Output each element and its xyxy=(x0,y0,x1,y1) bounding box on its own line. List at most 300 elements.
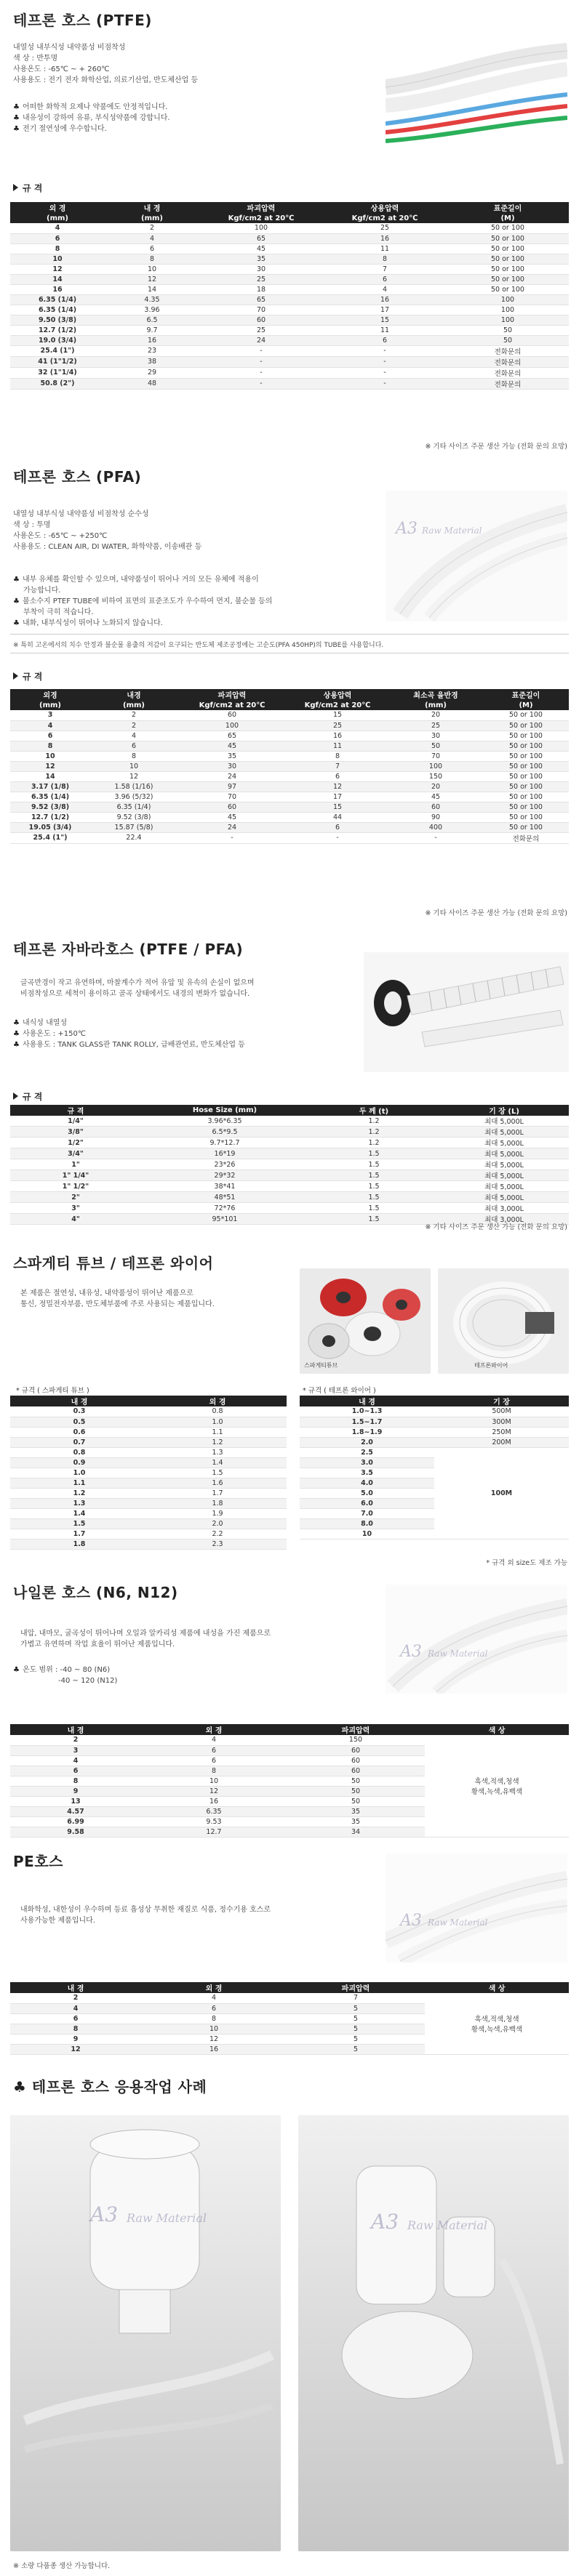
table-cell: 1.7 xyxy=(148,1488,287,1498)
table-cell: 50 or 100 xyxy=(483,730,569,741)
table-cell: 3" xyxy=(10,1203,141,1214)
table-cell: 4 xyxy=(90,730,177,741)
table-cell: 1.5 xyxy=(308,1148,439,1159)
table-row xyxy=(10,1181,569,1192)
table-cell: - xyxy=(177,832,287,843)
table-cell: 25 xyxy=(199,325,323,335)
bellows-hose-photo xyxy=(364,952,569,1072)
table-row xyxy=(10,1437,287,1447)
table-row xyxy=(10,1508,287,1518)
watermark-sub: Raw Material xyxy=(127,2211,207,2225)
table-cell: 3 xyxy=(10,1745,141,1755)
table-cell: 2 xyxy=(90,710,177,720)
ptfe-desc-line: 색 상 : 반투명 xyxy=(13,55,58,63)
table-cell: 18 xyxy=(199,284,323,294)
column-header: Hose Size (mm) xyxy=(141,1105,308,1116)
table-cell: 1.58 (1/16) xyxy=(90,781,177,792)
work-piece-illustration xyxy=(10,2115,281,2551)
column-header: Kgf/cm2 at 20℃ xyxy=(287,700,388,710)
pfa-desc-line: 사용온도 : -65℃ ~ +250℃ xyxy=(13,532,108,540)
table-cell: - xyxy=(388,832,483,843)
table-cell: 6.5 xyxy=(105,315,199,325)
bellows-description xyxy=(20,978,255,999)
wire-spec-table xyxy=(300,1396,569,1539)
table-cell: 60 xyxy=(287,1766,425,1776)
table-cell: 1.1 xyxy=(148,1427,287,1437)
table-row xyxy=(10,1447,287,1457)
table-cell: 14 xyxy=(10,274,105,284)
bellows-desc-line: 글곡반경이 작고 유연하며, 마찰계수가 적어 유압 및 유속의 손실이 없으며 xyxy=(20,979,255,987)
table-cell: 500M xyxy=(434,1406,569,1417)
table-cell: 1.4 xyxy=(148,1457,287,1468)
table-cell: 19.05 (3/4) xyxy=(10,822,90,832)
table-cell: 12 xyxy=(10,761,90,771)
table-cell: 90 xyxy=(388,812,483,822)
table-row xyxy=(10,1406,287,1417)
table-cell: 45 xyxy=(177,741,287,751)
hose-illustration xyxy=(386,1585,567,1694)
table-row xyxy=(10,1539,287,1549)
table-row xyxy=(10,1192,569,1203)
table-row xyxy=(10,1116,569,1127)
nylon-description xyxy=(20,1628,271,1650)
bullet-text: 내부 유체를 확인할 수 있으며, 내약품성이 뛰어나 거의 모든 유체에 적용이 xyxy=(22,576,259,584)
table-cell: 50 or 100 xyxy=(447,223,569,233)
table-row xyxy=(10,720,569,730)
ptfe-note: ※ 기타 사이즈 주문 생산 가능 (전화 문의 요망) xyxy=(425,443,567,451)
table-cell: 5 xyxy=(287,2013,425,2024)
table-cell: 최대 5,000L xyxy=(439,1159,569,1170)
table-cell: 최대 5,000L xyxy=(439,1181,569,1192)
work-title-text: 테프론 호스 응용작업 사례 xyxy=(31,2078,207,2096)
table-cell: 45 xyxy=(388,792,483,802)
tube-spec-table xyxy=(10,1396,287,1550)
table-cell: 4 xyxy=(10,2003,141,2013)
table-cell: 10 xyxy=(10,751,90,761)
table-row xyxy=(10,792,569,802)
table-body xyxy=(10,1406,287,1549)
table-cell: 13 xyxy=(10,1796,141,1806)
table-cell: 전화문의 xyxy=(447,378,569,389)
color-value: 흑색,적색,청색 xyxy=(474,2015,519,2024)
table-row xyxy=(10,223,569,233)
table-cell: 60 xyxy=(199,315,323,325)
table-cell: 100 xyxy=(447,305,569,315)
pfa-desc-line: 사용용도 : CLEAN AIR, DI WATER, 화학약품, 이송배관 등 xyxy=(13,543,202,551)
bullet-item xyxy=(13,1665,117,1675)
bullet-text: 어떠한 화학적 요제나 약품에도 안정적입니다. xyxy=(22,103,168,111)
table-head xyxy=(300,1396,569,1406)
table-cell: 6.35 (1/4) xyxy=(90,802,177,812)
table-cell: 30 xyxy=(177,761,287,771)
table-cell: 150 xyxy=(287,1735,425,1745)
table-cell: 8 xyxy=(10,741,90,751)
table-cell: 2 xyxy=(10,1993,141,2003)
hose-illustration xyxy=(386,491,567,621)
column-header: 내 경 xyxy=(10,1982,141,1993)
table-row xyxy=(10,1488,287,1498)
table-row xyxy=(10,1170,569,1181)
work-photo-1 xyxy=(10,2115,281,2551)
column-header: 기 장 (L) xyxy=(439,1105,569,1116)
bullet-item xyxy=(13,596,272,607)
table-body xyxy=(10,1735,569,1837)
table-cell: 9.50 (3/8) xyxy=(10,315,105,325)
table-cell: 6 xyxy=(90,741,177,751)
table-cell: 250M xyxy=(434,1427,569,1437)
table-cell: 5 xyxy=(287,2044,425,2054)
table-cell: 1.8 xyxy=(148,1498,287,1508)
column-header: (M) xyxy=(483,700,569,710)
table-cell: 2.0 xyxy=(148,1518,287,1529)
club-icon: ♣ xyxy=(13,114,20,122)
triangle-icon xyxy=(13,1092,18,1100)
table-row xyxy=(10,1478,287,1488)
table-cell: - xyxy=(287,832,388,843)
table-cell: 6.0 xyxy=(300,1498,434,1508)
column-header: 외 경 xyxy=(10,202,105,213)
table-cell: 4 xyxy=(105,233,199,243)
table-cell: 4" xyxy=(10,1214,141,1225)
table-cell: 60 xyxy=(287,1755,425,1766)
table-cell: 50 or 100 xyxy=(483,781,569,792)
table-row xyxy=(10,1735,569,1745)
table-cell: 1.7 xyxy=(10,1529,148,1539)
table-cell: 3.5 xyxy=(300,1468,434,1478)
table-cell: 2" xyxy=(10,1192,141,1203)
table-row xyxy=(10,233,569,243)
watermark-brand: A3 xyxy=(371,2210,399,2234)
table-cell: 6 xyxy=(287,822,388,832)
bullet-item xyxy=(13,585,272,596)
table-cell: 1" 1/4" xyxy=(10,1170,141,1181)
table-cell: 100 xyxy=(447,294,569,305)
table-cell: 1.4 xyxy=(10,1508,148,1518)
column-header: 외 경 xyxy=(148,1396,287,1406)
nylon-spec-table xyxy=(10,1724,569,1838)
pe-desc-line: 내화학성, 내한성이 우수하며 등료 흡성상 무취한 재질로 식품, 정수기용 호스로 xyxy=(20,1906,271,1914)
table-cell: 12 xyxy=(141,1786,287,1796)
table-cell: 1.9 xyxy=(148,1508,287,1518)
column-header: (mm) xyxy=(105,213,199,223)
table-cell: 2.3 xyxy=(148,1539,287,1549)
table-cell: 50 or 100 xyxy=(447,233,569,243)
color-value: 흑색,적색,청색 xyxy=(474,1777,519,1786)
watermark-sub: Raw Material xyxy=(428,1649,488,1659)
bullet-item xyxy=(13,1675,117,1686)
table-cell: 3.0 xyxy=(300,1457,434,1468)
table-cell: 15.87 (5/8) xyxy=(90,822,177,832)
table-cell: 9.52 (3/8) xyxy=(10,802,90,812)
table-row xyxy=(10,771,569,781)
table-cell: 9.53 xyxy=(141,1816,287,1827)
column-header: 상용압력 xyxy=(323,202,447,213)
club-icon: ♣ xyxy=(13,619,20,627)
table-cell: 1" 1/2" xyxy=(10,1181,141,1192)
table-cell: 50 or 100 xyxy=(447,243,569,254)
table-cell: 12 xyxy=(287,781,388,792)
table-body xyxy=(10,1116,569,1225)
table-cell: 70 xyxy=(199,305,323,315)
header-row xyxy=(10,700,569,710)
table-cell: 전화문의 xyxy=(447,356,569,367)
bullet-item xyxy=(13,574,272,585)
table-body xyxy=(300,1406,569,1539)
watermark-brand: A3 xyxy=(396,520,418,538)
watermark-brand: A3 xyxy=(400,1912,422,1930)
table-cell: 최대 5,000L xyxy=(439,1148,569,1159)
table-row xyxy=(10,1457,287,1468)
pfa-bullets xyxy=(13,574,272,629)
table-cell: 16 xyxy=(287,730,388,741)
bullet-text: 내식성 내열성 xyxy=(22,1019,68,1027)
table-cell: 1.0 xyxy=(148,1417,287,1427)
table-row xyxy=(10,367,569,378)
table-cell: - xyxy=(199,367,323,378)
table-row xyxy=(10,254,569,264)
table-cell: 최대 5,000L xyxy=(439,1192,569,1203)
bellows-spec-heading xyxy=(13,1090,42,1103)
table-cell: 1.1 xyxy=(10,1478,148,1488)
watermark-brand: A3 xyxy=(400,1643,422,1661)
work-title xyxy=(13,2075,207,2096)
table-cell: 1.5 xyxy=(308,1181,439,1192)
table-cell: - xyxy=(199,356,323,367)
table-cell: 22.4 xyxy=(90,832,177,843)
table-head xyxy=(10,1105,569,1116)
table-row xyxy=(300,1427,569,1437)
table-cell: 6 xyxy=(141,2003,287,2013)
table-cell: 50 or 100 xyxy=(483,792,569,802)
table-cell: 최대 5,000L xyxy=(439,1170,569,1181)
column-header: (mm) xyxy=(10,700,90,710)
pe-desc-line: 사용가능한 제품입니다. xyxy=(20,1917,95,1925)
club-icon: ♣ xyxy=(13,1041,20,1049)
column-header: 파괴압력 xyxy=(287,1982,425,1993)
table-body xyxy=(10,1993,569,2054)
table-cell: 12 xyxy=(105,274,199,284)
table-cell: 10 xyxy=(10,254,105,264)
table-cell: 12.7 (1/2) xyxy=(10,325,105,335)
column-header: 최소곡 을반경 xyxy=(388,689,483,700)
bellows-title: 테프론 자바라호스 (PTFE / PFA) xyxy=(13,941,244,958)
table-cell: 72*76 xyxy=(141,1203,308,1214)
table-cell: 4 xyxy=(141,1993,287,2003)
table-cell: 50 or 100 xyxy=(483,761,569,771)
table-head xyxy=(10,1982,569,1993)
column-header: Kgf/cm2 at 20℃ xyxy=(177,700,287,710)
column-header: 외경 xyxy=(10,689,90,700)
table-cell: 16*19 xyxy=(141,1148,308,1159)
pfa-title: 테프론 호스 (PFA) xyxy=(13,468,142,486)
table-cell: 16 xyxy=(323,294,447,305)
bullet-item xyxy=(13,1029,245,1039)
table-cell: 5 xyxy=(287,2024,425,2034)
table-row xyxy=(10,325,569,335)
table-cell: 4.35 xyxy=(105,294,199,305)
table-cell: 1.5 xyxy=(148,1468,287,1478)
pfa-spec-table xyxy=(10,689,569,844)
coil-illustration xyxy=(438,1268,569,1374)
spaghetti-tube-photo xyxy=(300,1268,431,1374)
table-cell: 8 xyxy=(105,254,199,264)
table-cell: 10 xyxy=(141,1776,287,1786)
table-cell: 25 xyxy=(199,274,323,284)
column-header: 색 상 xyxy=(425,1982,569,1993)
table-cell: 15 xyxy=(323,315,447,325)
table-cell: 17 xyxy=(287,792,388,802)
table-cell: 6 xyxy=(105,243,199,254)
table-cell: 1/4" xyxy=(10,1116,141,1127)
pe-hose-photo xyxy=(386,1853,567,1963)
table-cell: 1.2 xyxy=(148,1437,287,1447)
color-cell xyxy=(425,1993,569,2054)
column-header: 내경 xyxy=(90,689,177,700)
table-cell: 25.4 (1") xyxy=(10,832,90,843)
table-cell: 2.2 xyxy=(148,1529,287,1539)
nylon-title: 나일론 호스 (N6, N12) xyxy=(13,1584,178,1601)
table-cell: 38 xyxy=(105,356,199,367)
table-row xyxy=(300,1417,569,1427)
table-row xyxy=(10,243,569,254)
table-cell: 48*51 xyxy=(141,1192,308,1203)
table-cell: 6 xyxy=(10,730,90,741)
table-cell: 0.9 xyxy=(10,1457,148,1468)
table-cell: 150 xyxy=(388,771,483,781)
table-cell: 50 xyxy=(388,741,483,751)
table-cell: 65 xyxy=(199,233,323,243)
column-header: 내 경 xyxy=(105,202,199,213)
table-cell: 1.5 xyxy=(308,1159,439,1170)
table-cell: - xyxy=(199,378,323,389)
club-icon: ♣ xyxy=(13,1019,20,1027)
table-cell: - xyxy=(323,367,447,378)
bellows-illustration xyxy=(364,952,569,1072)
column-header: 내 경 xyxy=(10,1396,148,1406)
nylon-desc-line: 가볍고 유연하며 작업 효율이 뛰어난 제품입니다. xyxy=(20,1641,175,1649)
table-cell: 25 xyxy=(287,720,388,730)
column-header: 외 경 xyxy=(141,1982,287,1993)
table-cell: 200M xyxy=(434,1437,569,1447)
table-cell: 7 xyxy=(287,1993,425,2003)
table-row xyxy=(10,264,569,274)
bullet-item xyxy=(13,124,170,134)
table-cell: 4.57 xyxy=(10,1806,141,1816)
column-header: (mm) xyxy=(388,700,483,710)
bullet-item xyxy=(13,607,272,618)
table-cell: 1.6 xyxy=(148,1478,287,1488)
table-cell: 4 xyxy=(323,284,447,294)
table-row xyxy=(10,356,569,367)
table-cell: 48 xyxy=(105,378,199,389)
table-cell: 0.8 xyxy=(148,1406,287,1417)
column-header: 규 격 xyxy=(10,1105,141,1116)
spaghetti-desc-line: 본 제품은 절연성, 내유성, 내약품성이 뛰어난 제품으로 xyxy=(20,1289,193,1297)
pfa-notice: ※ 특히 고온에서의 치수 안정과 불순물 용출의 저감이 요구되는 반도체 제조공정에는 고순도(PFA 450HP)의 TUBE를 사용합니다. xyxy=(13,642,384,649)
table-cell: 12 xyxy=(10,264,105,274)
table-row xyxy=(10,1468,287,1478)
table-body xyxy=(10,223,569,389)
table-cell: 4 xyxy=(10,1755,141,1766)
table-cell: 1.5 xyxy=(10,1518,148,1529)
watermark-brand: A3 xyxy=(90,2202,119,2226)
table-cell: 70 xyxy=(177,792,287,802)
ptfe-spec-table xyxy=(10,202,569,390)
table-cell: 12.7 xyxy=(141,1827,287,1837)
header-row xyxy=(10,1396,287,1406)
table-cell: 34 xyxy=(287,1827,425,1837)
table-cell: 16 xyxy=(323,233,447,243)
ptfe-title: 테프론 호스 (PTFE) xyxy=(13,12,152,29)
table-cell: 30 xyxy=(388,730,483,741)
table-cell: 6 xyxy=(10,2013,141,2024)
table-cell: 6.35 xyxy=(141,1806,287,1816)
table-cell: 19.0 (3/4) xyxy=(10,335,105,345)
watermark-sub: Raw Material xyxy=(407,2218,487,2232)
table-cell: 11 xyxy=(287,741,388,751)
table-cell: 1.5 xyxy=(308,1203,439,1214)
table-cell: 2 xyxy=(105,223,199,233)
table-cell: 3.17 (1/8) xyxy=(10,781,90,792)
nylon-hose-photo xyxy=(386,1585,567,1694)
table-row xyxy=(10,822,569,832)
column-header: 기 장 xyxy=(434,1396,569,1406)
column-header: 외 경 xyxy=(141,1724,287,1735)
table-cell: 5 xyxy=(287,2003,425,2013)
table-row xyxy=(10,305,569,315)
table-cell: 8.0 xyxy=(300,1518,434,1529)
table-cell: 7.0 xyxy=(300,1508,434,1518)
tube-spec-heading: * 규격 ( 스파게티 튜브 ) xyxy=(16,1387,89,1395)
table-cell: 23*26 xyxy=(141,1159,308,1170)
ptfe-desc-line: 사용온도 : -65℃ ~ + 260℃ xyxy=(13,65,110,73)
table-cell: 100 xyxy=(177,720,287,730)
bullet-text: -40 ~ 120 (N12) xyxy=(58,1677,118,1685)
table-row xyxy=(10,1148,569,1159)
table-cell: 20 xyxy=(388,781,483,792)
table-cell: 1.0 xyxy=(10,1468,148,1478)
table-row xyxy=(10,1427,287,1437)
table-row xyxy=(10,812,569,822)
table-cell: 최대 5,000L xyxy=(439,1127,569,1138)
table-row xyxy=(300,1406,569,1417)
photo-label: 스파게티튜브 xyxy=(304,1362,338,1369)
table-cell: 6 xyxy=(287,771,388,781)
spec-heading-text: 규 격 xyxy=(23,1092,43,1102)
table-cell: 50 or 100 xyxy=(447,274,569,284)
table-cell: 6.5*9.5 xyxy=(141,1127,308,1138)
column-header: (mm) xyxy=(10,213,105,223)
table-cell: 5.0 xyxy=(300,1488,434,1498)
table-cell: 50 or 100 xyxy=(483,720,569,730)
ptfe-hose-photo xyxy=(386,36,567,156)
table-cell: 6 xyxy=(141,1745,287,1755)
table-cell: 11 xyxy=(323,243,447,254)
table-cell: 17 xyxy=(323,305,447,315)
table-cell: 29 xyxy=(105,367,199,378)
table-cell: 10 xyxy=(300,1529,434,1539)
table-cell: 32 (1"1/4) xyxy=(10,367,105,378)
table-cell: 1.5 xyxy=(308,1170,439,1181)
teflon-wire-photo xyxy=(438,1268,569,1374)
pfa-desc-line: 내열성 내부식성 내약품성 비점착성 순수성 xyxy=(13,510,149,518)
table-cell: 9.7 xyxy=(105,325,199,335)
column-header: 파괴압력 xyxy=(199,202,323,213)
column-header: 표준길이 xyxy=(447,202,569,213)
color-cell xyxy=(425,1735,569,1837)
table-cell: 0.6 xyxy=(10,1427,148,1437)
column-header: 두 께 (t) xyxy=(308,1105,439,1116)
